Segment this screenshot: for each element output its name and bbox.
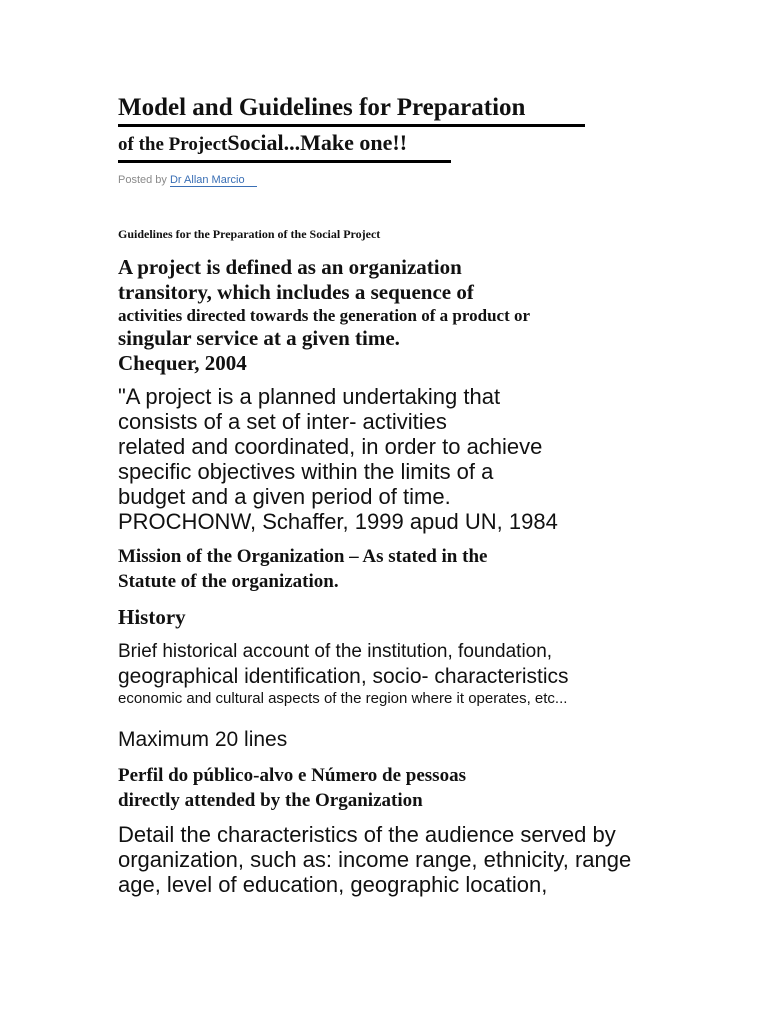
detail-line: organization, such as: income range, ethnicity, range: [118, 847, 632, 872]
mission-heading: [118, 544, 718, 594]
title-line-2-big: Social...Make one!!: [227, 130, 408, 155]
byline-prefix: Posted by: [118, 174, 170, 186]
quote-citation: PROCHONW, Schaffer, 1999 apud UN, 1984: [118, 509, 558, 534]
byline: [118, 173, 718, 187]
history-line: geographical identification, socio- characteristics: [118, 665, 569, 688]
quote-line: specific objectives within the limits of a: [118, 459, 494, 484]
quote-line: "A project is a planned undertaking that: [118, 384, 501, 409]
history-line: Brief historical account of the institution, foundation,: [118, 641, 553, 662]
author-link[interactable]: Dr Allan Marcio: [170, 174, 257, 187]
audience-detail: [118, 822, 718, 897]
quote-line: related and coordinated, in order to achieve: [118, 434, 543, 459]
quote-block: [118, 384, 718, 534]
definition-block: [118, 255, 718, 376]
mission-line: Statute of the organization.: [118, 571, 339, 592]
audience-line: directly attended by the Organization: [118, 790, 423, 811]
definition-line: activities directed towards the generation of a product or: [118, 306, 531, 325]
detail-line: Detail the characteristics of the audience served by: [118, 822, 616, 847]
page-title-line-2: [118, 129, 451, 163]
definition-line: transitory, which includes a sequence of: [118, 280, 474, 304]
title-line-1: Model and Guidelines for Preparation: [118, 94, 526, 121]
page-title: [118, 92, 585, 127]
definition-line: singular service at a given time.: [118, 326, 400, 350]
definition-citation: Chequer, 2004: [118, 351, 247, 375]
audience-line: Perfil do público-alvo e Número de pessoas: [118, 765, 466, 786]
history-heading: History: [118, 605, 186, 629]
definition-line: A project is defined as an organization: [118, 255, 462, 279]
history-line: economic and cultural aspects of the region where it operates, etc...: [118, 690, 568, 707]
history-text: [118, 639, 718, 709]
max-lines-note: Maximum 20 lines: [118, 728, 288, 751]
quote-line: budget and a given period of time.: [118, 484, 451, 509]
detail-line: age, level of education, geographic location,: [118, 872, 548, 897]
mission-line: Mission of the Organization – As stated in the: [118, 546, 488, 567]
quote-line: consists of a set of inter- activities: [118, 409, 447, 434]
document-page: [118, 92, 718, 897]
title-line-2-small: of the Project: [118, 134, 228, 155]
audience-heading: [118, 763, 718, 813]
guidelines-heading: Guidelines for the Preparation of the Social Project: [118, 227, 381, 241]
